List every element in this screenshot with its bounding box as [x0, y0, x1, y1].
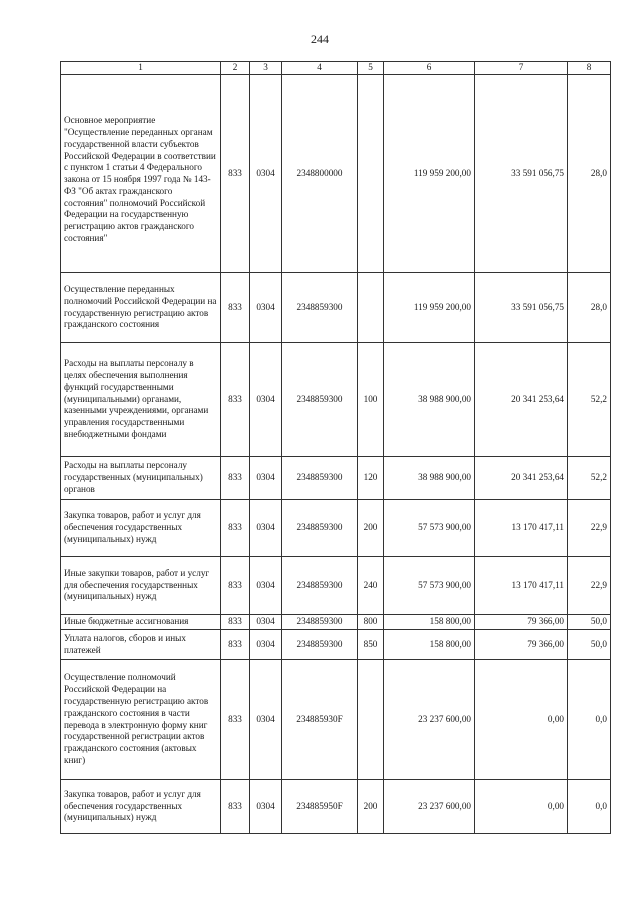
- execution-percent: 50,0: [568, 615, 611, 630]
- column-header: 8: [568, 62, 611, 75]
- row-name: Иные закупки товаров, работ и услуг для обеспечения государственных (муниципальных) нужд: [61, 557, 221, 615]
- table-row: [61, 343, 611, 457]
- plan-amount: 57 573 900,00: [384, 557, 475, 615]
- ministry-code: 833: [221, 273, 250, 343]
- executed-amount: 13 170 417,11: [475, 500, 568, 557]
- table-row: [61, 780, 611, 834]
- column-header: 2: [221, 62, 250, 75]
- table-row: [61, 75, 611, 273]
- column-header: 4: [282, 62, 358, 75]
- execution-percent: 28,0: [568, 273, 611, 343]
- section-code: 0304: [250, 780, 282, 834]
- section-code: 0304: [250, 343, 282, 457]
- expense-code: 240: [358, 557, 384, 615]
- expense-code: [358, 273, 384, 343]
- row-name: Осуществление полномочий Российской Федерации на государственную регистрацию актов гражданского состояния в части перевода в электронную форму книг государственной регистрации актов гражданского состояния (актовых книг): [61, 660, 221, 780]
- section-code: 0304: [250, 75, 282, 273]
- ministry-code: 833: [221, 557, 250, 615]
- row-name: Осуществление переданных полномочий Российской Федерации на государственную регистрацию актов гражданского состояния: [61, 273, 221, 343]
- ministry-code: 833: [221, 500, 250, 557]
- row-name: Иные бюджетные ассигнования: [61, 615, 221, 630]
- execution-percent: 0,0: [568, 660, 611, 780]
- row-name: Расходы на выплаты персоналу государственных (муниципальных) органов: [61, 457, 221, 500]
- ministry-code: 833: [221, 75, 250, 273]
- executed-amount: 20 341 253,64: [475, 343, 568, 457]
- executed-amount: 20 341 253,64: [475, 457, 568, 500]
- table-row: [61, 273, 611, 343]
- section-code: 0304: [250, 615, 282, 630]
- row-name: Уплата налогов, сборов и иных платежей: [61, 630, 221, 660]
- column-header: 1: [61, 62, 221, 75]
- row-name: Основное мероприятие "Осуществление переданных органам государственной власти субъектов Российской Федерации в соответствии с пунктом 1 статьи 4 Федерального закона от 15 ноября 1997 года № 143-ФЗ "Об актах гражданского состояния" полномочий Российской Федерации на государственную регистрацию актов гражданского состояния": [61, 75, 221, 273]
- row-name: Закупка товаров, работ и услуг для обеспечения государственных (муниципальных) нужд: [61, 780, 221, 834]
- page-number: 244: [311, 32, 329, 46]
- plan-amount: 158 800,00: [384, 615, 475, 630]
- plan-amount: 38 988 900,00: [384, 457, 475, 500]
- ministry-code: 833: [221, 615, 250, 630]
- table-row: [61, 500, 611, 557]
- target-code: 2348859300: [282, 500, 358, 557]
- section-code: 0304: [250, 457, 282, 500]
- executed-amount: 0,00: [475, 660, 568, 780]
- table-row: [61, 615, 611, 630]
- expense-code: 200: [358, 780, 384, 834]
- expense-code: 850: [358, 630, 384, 660]
- ministry-code: 833: [221, 630, 250, 660]
- executed-amount: 79 366,00: [475, 630, 568, 660]
- execution-percent: 22,9: [568, 500, 611, 557]
- expense-code: 100: [358, 343, 384, 457]
- executed-amount: 0,00: [475, 780, 568, 834]
- budget-table: [60, 61, 611, 834]
- executed-amount: 33 591 056,75: [475, 75, 568, 273]
- header-row: [61, 62, 611, 75]
- plan-amount: 38 988 900,00: [384, 343, 475, 457]
- execution-percent: 0,0: [568, 780, 611, 834]
- table-row: [61, 630, 611, 660]
- expense-code: 800: [358, 615, 384, 630]
- target-code: 2348859300: [282, 557, 358, 615]
- target-code: 2348859300: [282, 630, 358, 660]
- target-code: 2348859300: [282, 457, 358, 500]
- plan-amount: 23 237 600,00: [384, 660, 475, 780]
- plan-amount: 119 959 200,00: [384, 273, 475, 343]
- target-code: 2348800000: [282, 75, 358, 273]
- target-code: 2348859300: [282, 615, 358, 630]
- row-name: Закупка товаров, работ и услуг для обеспечения государственных (муниципальных) нужд: [61, 500, 221, 557]
- plan-amount: 57 573 900,00: [384, 500, 475, 557]
- execution-percent: 50,0: [568, 630, 611, 660]
- executed-amount: 79 366,00: [475, 615, 568, 630]
- section-code: 0304: [250, 630, 282, 660]
- target-code: 2348859300: [282, 273, 358, 343]
- column-header: 5: [358, 62, 384, 75]
- section-code: 0304: [250, 557, 282, 615]
- target-code: 234885950F: [282, 780, 358, 834]
- execution-percent: 52,2: [568, 457, 611, 500]
- column-header: 6: [384, 62, 475, 75]
- execution-percent: 28,0: [568, 75, 611, 273]
- executed-amount: 33 591 056,75: [475, 273, 568, 343]
- column-header: 3: [250, 62, 282, 75]
- executed-amount: 13 170 417,11: [475, 557, 568, 615]
- row-name: Расходы на выплаты персоналу в целях обеспечения выполнения функций государственными (муниципальными) органами, казенными учреждениями, органами управления государственными внебюджетными фондами: [61, 343, 221, 457]
- table-row: [61, 457, 611, 500]
- target-code: 234885930F: [282, 660, 358, 780]
- plan-amount: 23 237 600,00: [384, 780, 475, 834]
- expense-code: 200: [358, 500, 384, 557]
- ministry-code: 833: [221, 780, 250, 834]
- target-code: 2348859300: [282, 343, 358, 457]
- table-row: [61, 660, 611, 780]
- expense-code: 120: [358, 457, 384, 500]
- ministry-code: 833: [221, 457, 250, 500]
- ministry-code: 833: [221, 660, 250, 780]
- ministry-code: 833: [221, 343, 250, 457]
- expense-code: [358, 75, 384, 273]
- section-code: 0304: [250, 500, 282, 557]
- execution-percent: 52,2: [568, 343, 611, 457]
- section-code: 0304: [250, 660, 282, 780]
- section-code: 0304: [250, 273, 282, 343]
- column-header: 7: [475, 62, 568, 75]
- plan-amount: 119 959 200,00: [384, 75, 475, 273]
- execution-percent: 22,9: [568, 557, 611, 615]
- table-row: [61, 557, 611, 615]
- plan-amount: 158 800,00: [384, 630, 475, 660]
- expense-code: [358, 660, 384, 780]
